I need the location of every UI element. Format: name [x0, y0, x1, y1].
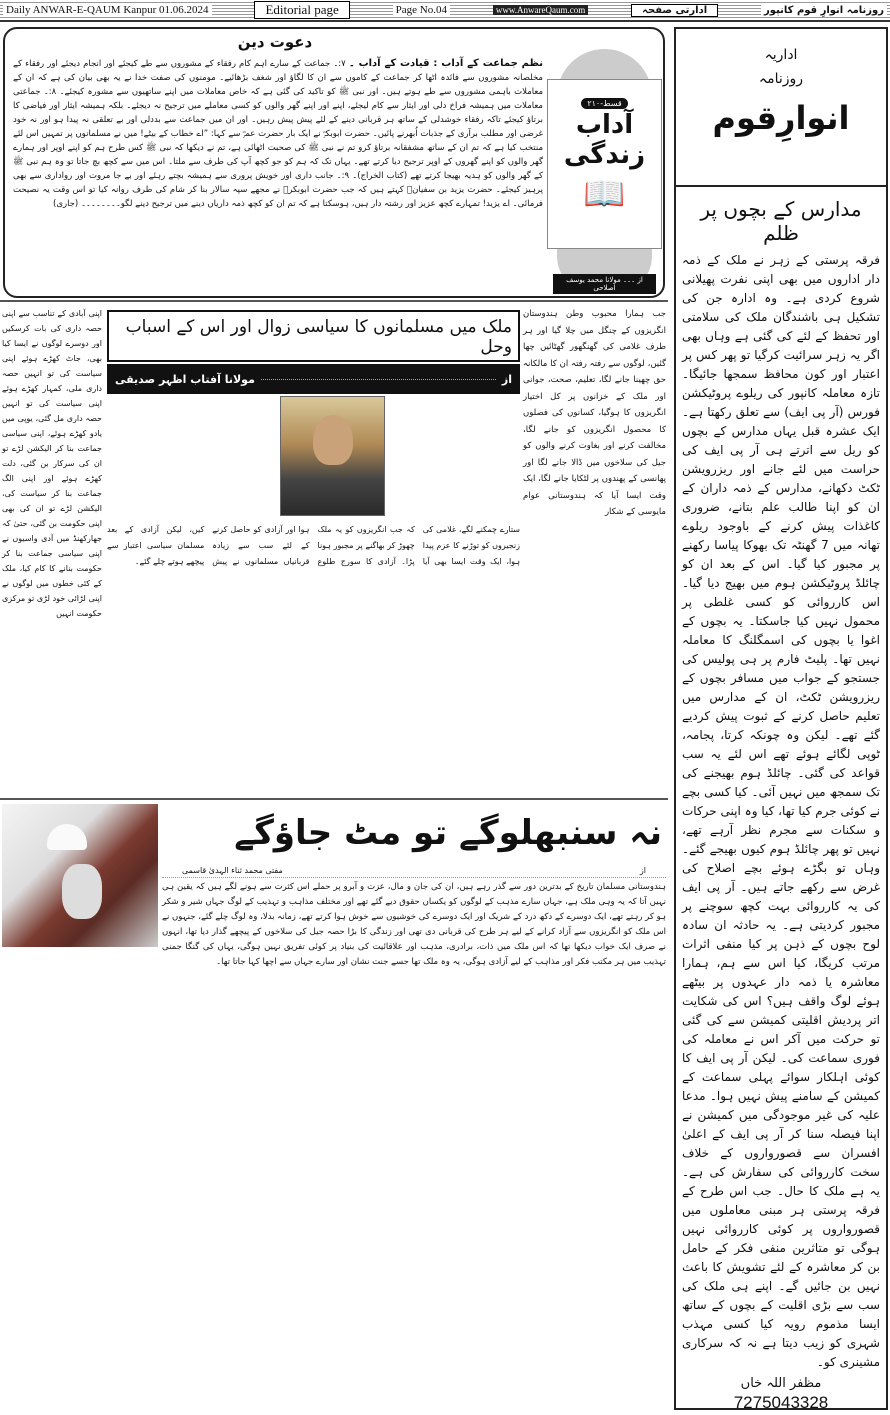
- masthead-small: روزنامہ انوارِ قوم کانپور: [761, 5, 887, 16]
- editorial-phone: 7275043328: [733, 1393, 829, 1412]
- byline-dots: [261, 379, 496, 380]
- article-byline: [162, 866, 666, 878]
- article-body: ہندوستانی مسلمان تاریخ کے بدترین دور سے گذر رہے ہیں، ان کی جان و مال، عزت و آبرو پر حملے اس کثرت سے ہونے لگے ہیں کہ یقین ہی نہیں آتا کہ یہ وہی ملک ہے، جہاں سارے مذہب کے لوگوں کو یکساں حقوق دیے گئے تھے اور مختلف مذاہب و تہذیب کے لوگ جہاں شیر و شکر ہو کر رہتے تھے، ایک دوسرے کے دکھ درد کے شریک اور ایک دوسرے کی خوشیوں سے خوش ہوا کرتے تھے، زمانہ بدلا، وہ لوگ چلے گئے، جنہوں نے اس ملک کو انگریزوں سے آزاد کرانے کے لیے ہر طرح کی قربانی دی تھی اور زندگی کا بڑا حصہ جیل کی سلاخوں کے پیچھے گذار دیا تھا، انہوں نے صرف ایک خواب دیکھا تھا کہ اس ملک میں ذات، برادری، مذہب اور علاقائیت کی بنیاد پر کوئی تفریق نہیں ہوگی، یہاں کی گنگا جمنی تہذیب میں ہر مکتب فکر اور مذاہب کے لیے آزادی ہوگی، یہ وہ ملک تھا جسے جنت نشان اور سارے جہاں سے اچھا کہا جاتا تھا۔: [162, 882, 666, 967]
- article-columns: ستارے چمکنے لگے، غلامی کی زنجیروں کو توڑنے کا عزم پیدا ہوا، ایک وقت ایسا بھی آیا کہ جب انگریزوں کو یہ ملک چھوڑ کر بھاگنے پر مجبور ہونا پڑا۔ آزادی کا سورج طلوع ہوا اور آزادی کو حاصل کرنے کے لئے سب سے زیادہ قربانیاں مسلمانوں نے پیش کیں، لیکن آزادی کے بعد مسلمان سیاسی اعتبار سے پیچھے ہوتے چلے گئے۔: [107, 525, 520, 566]
- article-lead: نظم جماعت کے آداب : قیادت کے آداب ۔: [348, 58, 544, 69]
- byline-author: مفتی محمد ثناء الہدیٰ قاسمی: [182, 866, 283, 875]
- article-body: [13, 57, 543, 211]
- editorial-signature: مظفر اللہ خاں: [740, 1376, 822, 1391]
- editorial-label: اداریہ: [764, 47, 798, 63]
- article-opening-column: جب ہمارا محبوب وطن ہندوستان انگریزوں کے چنگل میں چلا گیا اور ہر طرف غلامی کی گھنگھور گھٹائیں چھا گئیں، لوگوں سے رفتہ رفتہ ان کا مالکانہ حق چھینا جانے لگا، تعلیم، صحت، جوانی اور ملک کے خزانوں پر کل اختیار انگریزوں کا ہوگیا، کسانوں کی فصلوں کا محصول انگریزوں کو جانے لگا، مخالفت کرنے اور بغاوت کرنے والوں کو جیل کی سلاخوں میں ڈالا جانے لگا اور پھانسی کے پھندوں پر لٹکایا جانے لگا، ایک وقت ایسا آیا کہ ہندوستانی عوام مایوسی کے شکار: [523, 309, 666, 517]
- continued-column: اپنی آبادی کے تناسب سے اپنی حصہ داری کی بات کرسکیں اور دوسرے لوگوں نے ایسا کیا بھی، جاٹ کھڑے ہوئے اپنی سیاست کی تو انہیں حصہ داری ملی، کمہار کھڑے ہوئے اپنی سیاست کی تو انہیں حصہ داری مل گئی، یوپی میں یادو کھڑے ہوئے، اپنی سیاسی جماعت بنا کر الیکشن لڑے تو ان کی سرکار بن گئی، دلت کھڑے ہوئے اور اپنی الگ جماعت بنا کر سیاست کی، الیکشن لڑے تو ان کی بھی اپنی حکومت بن گئی، حتیٰ کہ جھارکھنڈ میں آدی واسیوں نے اپنی سیاسی جماعت بنا کر حکومت بنانے کا کام کیا، ملک کے کئی خطوں میں لوگوں نے اپنی لڑائی خود لڑی تو مرکزی حکومت انہیں: [2, 309, 102, 618]
- aadab-e-zindagi-illustration: [547, 49, 662, 294]
- illustration-card: [547, 79, 662, 249]
- illustration-author: از ۔۔۔ مولانا محمد یوسف اصلاحی: [553, 274, 656, 294]
- byline-prefix: از: [639, 866, 646, 875]
- na-sambhloge-article: [0, 798, 668, 1415]
- website-link[interactable]: www.AnwareQaum.com: [493, 5, 588, 15]
- illustration-title-2: زندگی: [563, 140, 646, 170]
- byline-prefix: از: [501, 372, 512, 386]
- author-photo: [280, 396, 385, 516]
- article-headline: نہ سنبھلوگے تو مٹ جاؤگے: [234, 813, 662, 853]
- open-book-on-stand-icon: 📖: [583, 174, 626, 214]
- dawat-e-deen-article: [3, 27, 665, 298]
- editorial-column: [674, 27, 888, 1410]
- editorial-masthead: [676, 29, 886, 187]
- installment-badge: قسط-۲۱۰: [581, 98, 627, 109]
- article-text: ۷:۔ جماعت کے سارے اہم کام رفقاء کے مشوروں سے طے کیجئے اور انجام دیجئے اور رفقاء کے مخلصانہ مشوروں سے فائدہ اٹھا کر جماعت کے کاموں سے ان کا لگاؤ اور شغف بڑھائیے۔ مومنوں کی صفت خدا نے یہ بھی بیان کی ہے کہ ان کے معاملات باہمی مشوروں سے طے ہوتے ہیں۔ اور نبی ﷺ کو تاکید کی گئی ہے کہ خاص معاملات میں اپنے ساتھیوں سے مشورہ کیجئے۔ ۸:۔ جماعتی معاملات میں ہمیشہ فراخ دلی اور ایثار سے کام لیجئے، اپنے اور اپنے گھر والوں کو کسی معاملے میں ترجیح نہ دیجئے۔ بلکہ ہمیشہ ایثار اور فیاضی کا برتاؤ کیجئے تاکہ رفقاء خوشدلی کے ساتھ ہر قربانی دینے کے لئے پیش پیش رہیں۔ اور ان میں جماعت سے بددلی اور بے تعلقی نہ پیدا ہو اور نہ خود غرضی اور مطلب برآری کے جذبات اُبھرنے پائیں۔ حضرت ابوبکرؓ نے ایک بار حضرت عمرؓ سے کہا: ”اے خطاب کے بیٹے! میں نے مسلمانوں پر تمہیں اس لئے منتخب کیا ہے کہ تم ان کے ساتھ مشفقانہ برتاؤ کرو تم نے نبی ﷺ کی صحبت اٹھائی ہے، تم نے دیکھا کہ نبی ﷺ کس طرح ہم کو اپنے اوپر اور ہمارے گھر والوں کو اپنے گھروں کے اوپر ترجیح دیا کرتے تھے۔ یہاں تک کہ ہم کو جو کچھ آپ کی طرف سے ملتا۔ اس میں سے کچھ بچ جاتا تو وہ ہم نبی ﷺ کے گھر والوں کو ہدیہ بھیجا کرتے تھے (کتاب الخراج)۔ ۹:۔ جانب داری اور خویش پروری سے ہمیشہ بچتے رہئے اور بے جا مروت اور رواداری سے بھی پرہیز کیجئے۔ حضرت یزید بن سفیانؓ کہتے ہیں کہ جب حضرت ابوبکرؓ نے مجھے سپہ سالار بنا کر شام کی طرف روانہ کیا تو اس وقت یہ نصیحت فرمائی۔ اے یزید! تمہارے کچھ عزیز اور رشتہ دار ہیں، ہوسکتا ہے کہ تم ان کو کچھ ذمہ داریاں دینے میں ترجیح دینے لگو۔۔۔۔۔۔۔۔ (جاری): [13, 59, 544, 209]
- political-decline-article: [0, 300, 668, 796]
- article-heading: دعوت دین: [237, 33, 313, 51]
- article-byline: [107, 364, 520, 394]
- editorial-headline: مدارس کے بچوں پر ظلم: [700, 197, 862, 245]
- illustration-title-1: آداب: [575, 110, 634, 140]
- article-headline: ملک میں مسلمانوں کا سیاسی زوال اور اس کے اسباب وحل: [107, 310, 520, 362]
- page-number: Page No.04: [393, 4, 450, 16]
- page-header-strip: [0, 0, 890, 22]
- section-title-en: Editorial page: [254, 1, 349, 19]
- byline-author: مولانا آفتاب اظہر صدیقی: [115, 372, 255, 386]
- section-title-ur: ادارتی صفحہ: [631, 4, 718, 17]
- editorial-body: فرقہ پرستی کے زہر نے ملک کے ذمہ دار اداروں میں بھی اپنی نفرت پھیلانی شروع کردی ہے۔ وہ ادارہ جن کی تشکیل ہی باشندگان ملک کی سلامتی اور تحفظ کے لئے کی گئی ہے وہاں بھی اگر یہ زہر سرائیت کرگیا تو پھر کس پر اعتبار اور کون محافظ سمجھا جائیگا۔ تازہ معاملہ کانپور کی ریلوے پروٹیکشن فورس (آر پی ایف) سے تعلق رکھتا ہے۔ ایک عشرہ قبل یہاں مدارس کے بچوں کو ریل سے اترتے ہی آر پی ایف کی حراست میں لئے جانے اور ریزرویشن ٹکٹ دکھانے، مدارس کے ذمہ داران کے ان کو اپنا طالب علم بتانے، ضروری کاغذات پیش کرنے کے باوجود ریلوے تھانہ میں 7 گھنٹہ تک بھوکا پیاسا رکھنے پر مجبور کیا گیا۔ اس کے بعد ان کو چائلڈ پروٹیکشن ہوم میں بھیج دیا گیا۔ اس کارروائی کو کسی غلطی پر محمول نہیں کیا جاسکتا۔ یہ بچوں کے اغوا یا بچوں کی اسمگلنگ کا معاملہ نہیں تھا۔ پلیٹ فارم پر ہی پولیس کی جستجو کے جواب میں مسافر بچوں کے ریزرویشن ٹکٹ، ان کے مدارس میں تعلیم حاصل کرنے کے ثبوت پیش کردیے گئے تھے۔ لیکن وہ چونکہ کرتا، پجامہ، ٹوپی لگائے ہوئے تھے اس لئے یہ سب قواعد کی گئی۔ چائلڈ ہوم بھیجنے کی تک سمجھ میں نہیں آئی۔ کیا کسی بچے نے کوئی جرم کیا تھا، کیا وہ اپنی حرکات و سکنات سے مجرم نظر آرہے تھے، نہیں تو پھر چائلڈ ہوم کیوں بھیجے گئے۔ وہاں تو بگڑے ہوئے بچے اصلاح کی غرض سے رکھے جاتے ہیں۔ آر پی ایف کی یہ کارروائی بہت کچھ سوچنے پر مجبور کردیتی ہے۔ یہ حادثہ ان سادہ لوح بچوں کے ذہن پر کیا منفی اثرات مرتب کریگا، کیا اس سے ہم، ہمارا معاشرہ یا ذمہ دار عہدوں پر بیٹھے ہوئے لوگ واقف ہیں؟ اس کی شکایت اتر پردیش اقلیتی کمیشن سے کی گئی تو حرکت میں آکر اس نے معاملہ کی فوری سماعت کی۔ لیکن آر پی ایف کا کوئی اہلکار سوائے پہلی سماعت کے کمیشن کے سامنے پیش نہیں ہوا۔ مدعا علیہ کی غیر موجودگی میں کمیشن نے اپنا فیصلہ سنا کر آر پی ایف کے اعلیٰ افسران سے قصورواروں کے خلاف سخت کارروائی کی سفارش کی ہے۔ یہ ہے ملک کا حال۔ جب اس طرح کے فرقہ پرستی ہر مبنی معاملوں میں قصورواروں پر کوئی کارروائی نہیں ہوگی تو متاثرین منفی فکر کے حامل بن کر معاشرہ کے لئے تشویش کا باعث نہیں بن جائیں گے۔ اپنے ہی ملک کی سب سے بڑی اقلیت کے بچوں کے ساتھ ایسا مذموم رویہ کیا کسی مہذب شہری کو زیب دیتا ہے نہ کہ سرکاری مشینری کو۔: [682, 253, 880, 1369]
- paper-date-label: Daily ANWAR-E-QAUM Kanpur 01.06.2024: [3, 4, 212, 16]
- speaker-photo: [2, 804, 158, 947]
- paper-name-logo: انوارِقوم: [712, 99, 850, 137]
- daily-label: روزنامہ: [758, 71, 804, 87]
